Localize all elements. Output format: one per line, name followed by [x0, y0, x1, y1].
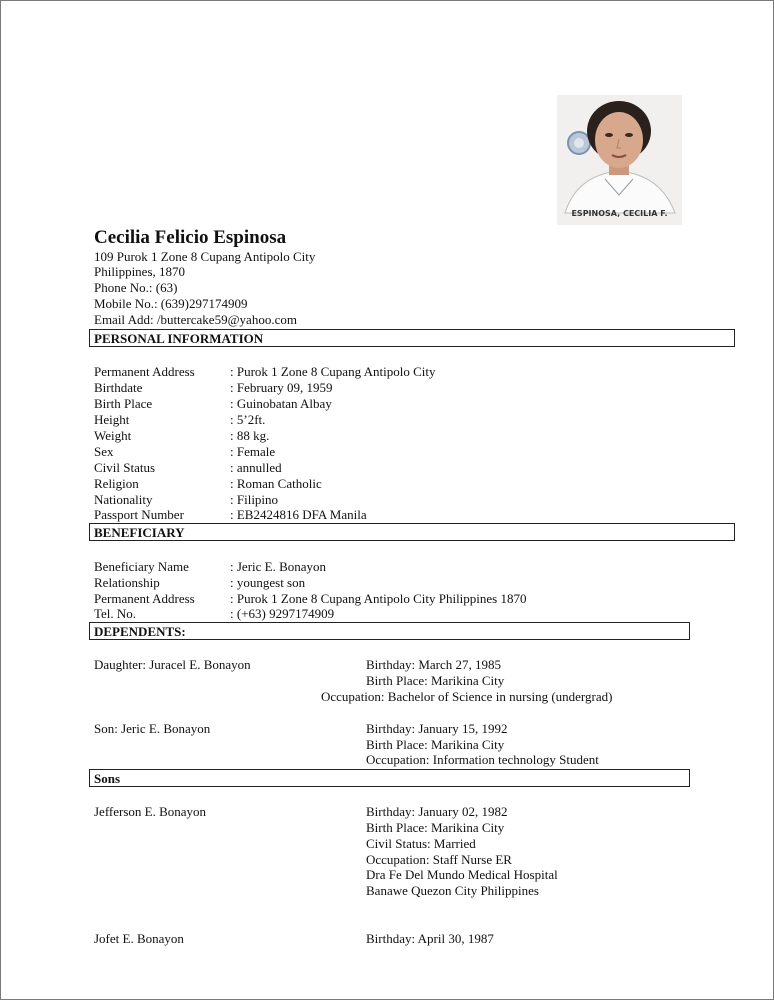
field-value: : Purok 1 Zone 8 Cupang Antipolo City Philippines 1870	[230, 591, 527, 606]
field-value: : Guinobatan Albay	[230, 396, 332, 411]
address-line-1: 109 Purok 1 Zone 8 Cupang Antipolo City	[94, 249, 316, 264]
field-value: : annulled	[230, 460, 282, 475]
field-value: : EB2424816 DFA Manila	[230, 507, 367, 522]
daughter-birthplace: Birth Place: Marikina City	[366, 673, 505, 688]
field-label: Civil Status	[94, 460, 156, 475]
address-line-2: Philippines, 1870	[94, 264, 186, 279]
profile-photo	[557, 95, 682, 225]
jefferson-birthplace: Birth Place: Marikina City	[366, 820, 505, 835]
field-label: Height	[94, 412, 130, 427]
photo-caption: ESPINOSA, CECILIA F.	[571, 209, 668, 218]
field-value: : Roman Catholic	[230, 476, 322, 491]
son-occupation: Occupation: Information technology Student	[366, 752, 599, 767]
mobile-number: Mobile No.: (639)297174909	[94, 296, 248, 311]
jefferson-occupation: Occupation: Staff Nurse ER	[366, 852, 512, 867]
son-name: Son: Jeric E. Bonayon	[94, 721, 211, 736]
field-label: Beneficiary Name	[94, 559, 189, 574]
field-value: : February 09, 1959	[230, 380, 333, 395]
field-label: Relationship	[94, 575, 160, 590]
daughter-birthday: Birthday: March 27, 1985	[366, 657, 502, 672]
field-value: : Jeric E. Bonayon	[230, 559, 327, 574]
jefferson-birthday: Birthday: January 02, 1982	[366, 804, 508, 819]
field-value: : youngest son	[230, 575, 306, 590]
field-label: Permanent Address	[94, 591, 195, 606]
field-value: : Filipino	[230, 492, 279, 507]
field-value: : (+63) 9297174909	[230, 606, 335, 621]
applicant-name: Cecilia Felicio Espinosa	[94, 227, 287, 248]
daughter-occupation: Occupation: Bachelor of Science in nursing (undergrad)	[321, 689, 613, 704]
son-birthday: Birthday: January 15, 1992	[366, 721, 508, 736]
field-label: Birthdate	[94, 380, 143, 395]
field-label: Sex	[94, 444, 114, 459]
email-address: Email Add: /buttercake59@yahoo.com	[94, 312, 297, 327]
jefferson-civil-status: Civil Status: Married	[366, 836, 476, 851]
jefferson-name: Jefferson E. Bonayon	[94, 804, 207, 819]
section-dependents: DEPENDENTS:	[89, 622, 690, 640]
jofet-name: Jofet E. Bonayon	[94, 931, 184, 946]
field-label: Tel. No.	[94, 606, 137, 621]
field-label: Permanent Address	[94, 364, 195, 379]
field-value: : Purok 1 Zone 8 Cupang Antipolo City	[230, 364, 436, 379]
daughter-name: Daughter: Juracel E. Bonayon	[94, 657, 251, 672]
jefferson-workplace-address: Banawe Quezon City Philippines	[366, 883, 539, 898]
field-label: Birth Place	[94, 396, 153, 411]
section-beneficiary: BENEFICIARY	[89, 523, 735, 541]
field-label: Weight	[94, 428, 132, 443]
section-personal-information: PERSONAL INFORMATION	[89, 329, 735, 347]
phone-number: Phone No.: (63)	[94, 280, 178, 295]
field-value: : 88 kg.	[230, 428, 270, 443]
jefferson-workplace: Dra Fe Del Mundo Medical Hospital	[366, 867, 558, 882]
son-birthplace: Birth Place: Marikina City	[366, 737, 505, 752]
field-value: : 5’2ft.	[230, 412, 266, 427]
field-value: : Female	[230, 444, 276, 459]
field-label: Nationality	[94, 492, 153, 507]
field-label: Religion	[94, 476, 139, 491]
jofet-birthday: Birthday: April 30, 1987	[366, 931, 494, 946]
section-sons: Sons	[89, 769, 690, 787]
field-label: Passport Number	[94, 507, 184, 522]
